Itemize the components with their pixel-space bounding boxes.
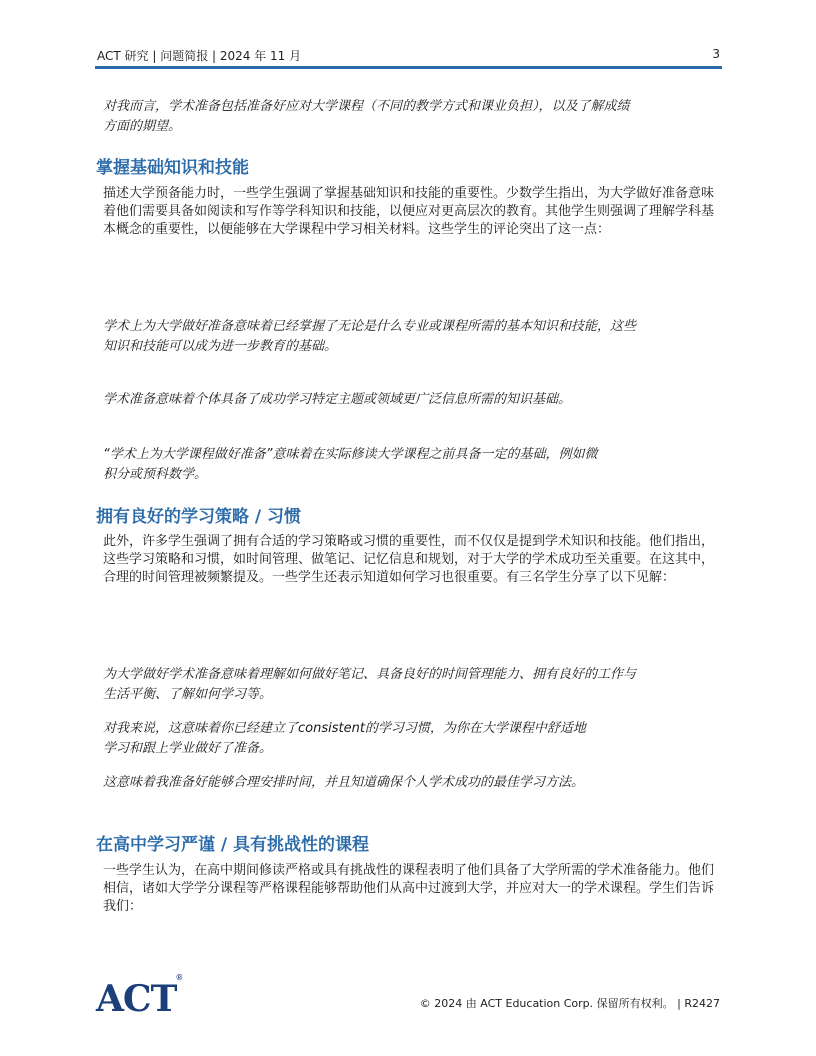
quote-line: “学术上为大学课程做好准备”意味着在实际修读大学课程之前具备一定的基础，例如微 [103,447,598,462]
quote-study-habits-a [103,665,723,705]
section-heading-foundational: 掌握基础知识和技能 [96,158,249,178]
quote-academic-prep [103,97,723,137]
quote-line: 为大学做好学术准备意味着理解如何做好笔记、具备良好的时间管理能力、拥有良好的工作与 [103,667,637,682]
quote-line: 学习和跟上学业做好了准备。 [103,741,273,756]
copyright-notice: © 2024 由 ACT Education Corp. 保留所有权利。 | R2427 [419,997,720,1010]
quote-foundational-b: 学术准备意味着个体具备了成功学习特定主题或领域更广泛信息所需的知识基础。 [103,392,572,407]
section-body-foundational: 描述大学预备能力时，一些学生强调了掌握基础知识和技能的重要性。少数学生指出，为大学做好准备意味着他们需要具备如阅读和写作等学科知识和技能，以便应对更高层次的教育。其他学生则强调了理解学科基本概念的重要性，以便能够在大学课程中学习相关材料。这些学生的评论突出了这一点： [103,186,715,237]
section-heading-rigorous-courses: 在高中学习严谨 / 具有挑战性的课程 [96,835,370,855]
quote-line: 学术上为大学做好准备意味着已经掌握了无论是什么专业或课程所需的基本知识和技能，这些 [103,319,637,334]
quote-line: 方面的期望。 [103,119,182,134]
page-footer [96,973,720,1020]
quote-line: 积分或预科数学。 [103,467,208,482]
logo-text: ACT [96,978,177,1020]
page-number: 3 [712,47,720,61]
quote-line: 对我而言，学术准备包括准备好应对大学课程（不同的教学方式和课业负担），以及了解成绩 [103,99,630,114]
act-logo [96,973,182,1020]
section-body-study-habits: 此外，许多学生强调了拥有合适的学习策略或习惯的重要性，而不仅仅是提到学术知识和技能。他们指出，这些学习策略和习惯，如时间管理、做笔记、记忆信息和规划，对于大学的学术成功至关重要。在这其中，合理的时间管理被频繁提及。一些学生还表示知道如何学习也很重要。有三名学生分享了以下见解： [103,534,715,585]
quote-line: 生活平衡、了解如何学习等。 [103,687,273,702]
quote-study-habits-c: 这意味着我准备好能够合理安排时间，并且知道确保个人学术成功的最佳学习方法。 [103,775,585,790]
section-heading-study-habits: 拥有良好的学习策略 / 习惯 [96,507,302,527]
registered-mark: ® [176,973,182,982]
quote-foundational-c [103,445,723,485]
quote-study-habits-b [103,719,723,759]
section-body-rigorous-courses: 一些学生认为，在高中期间修读严格或具有挑战性的课程表明了他们具备了大学所需的学术准备能力。他们相信，诸如大学学分课程等严格课程能够帮助他们从高中过渡到大学，并应对大一的学术课程。学生们告诉我们： [103,863,715,914]
quote-foundational-a [103,317,723,357]
quote-line: 对我来说，这意味着你已经建立了consistent的学习习惯，为你在大学课程中舒适地 [103,721,586,736]
header-title: ACT 研究 | 问题简报 | 2024 年 11 月 [97,49,302,63]
header-rule [95,66,722,69]
quote-line: 知识和技能可以成为进一步教育的基础。 [103,339,338,354]
